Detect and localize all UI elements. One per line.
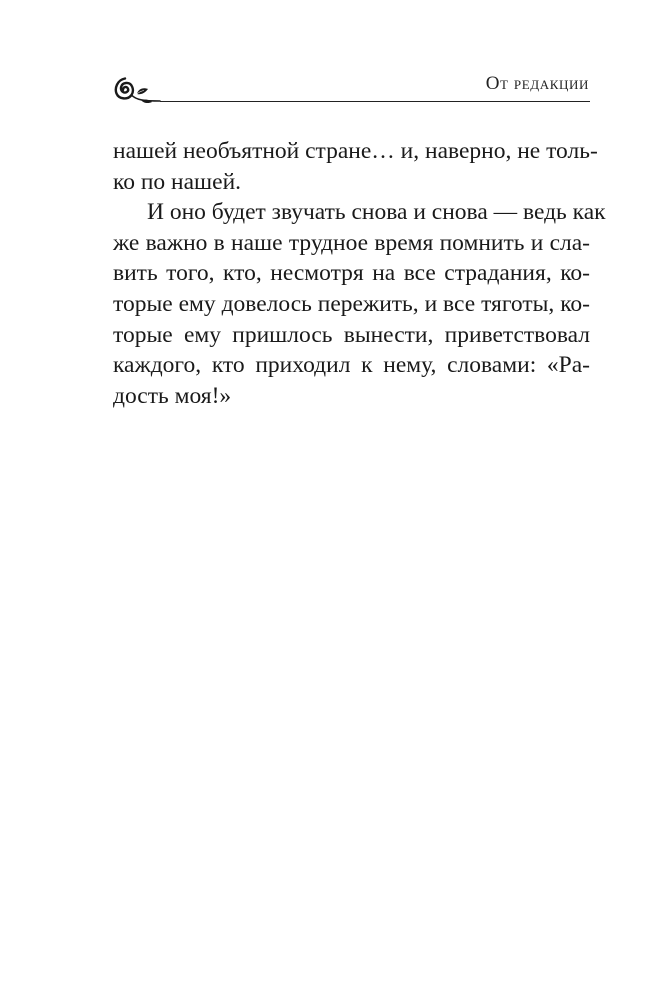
- text-line: дость моя!»: [113, 382, 232, 409]
- running-head: От редакции: [485, 73, 589, 94]
- text-line: вить того, кто, несмотря на все страдания, ко-: [113, 260, 590, 287]
- body-text: [113, 136, 606, 411]
- paragraph-1: [113, 136, 598, 197]
- text-line: нашей необъятной стране… и, наверно, не толь-: [113, 138, 598, 164]
- header-rule: [160, 101, 590, 102]
- swirl-leaf-ornament-icon: [110, 70, 162, 110]
- text-line: торые ему довелось пережить, и все тяготы, ко-: [113, 290, 590, 317]
- text-line: же важно в наше трудное время помнить и сла-: [113, 229, 590, 256]
- paragraph-2: [113, 197, 606, 411]
- text-line: И оно будет звучать снова и снова — ведь как: [147, 199, 606, 226]
- text-line: каждого, кто приходил к нему, словами: «Ра-: [113, 352, 590, 379]
- text-line: торые ему пришлось вынести, приветствовал: [113, 321, 590, 348]
- page-header: [110, 70, 590, 110]
- text-line: ко по нашей.: [113, 168, 242, 195]
